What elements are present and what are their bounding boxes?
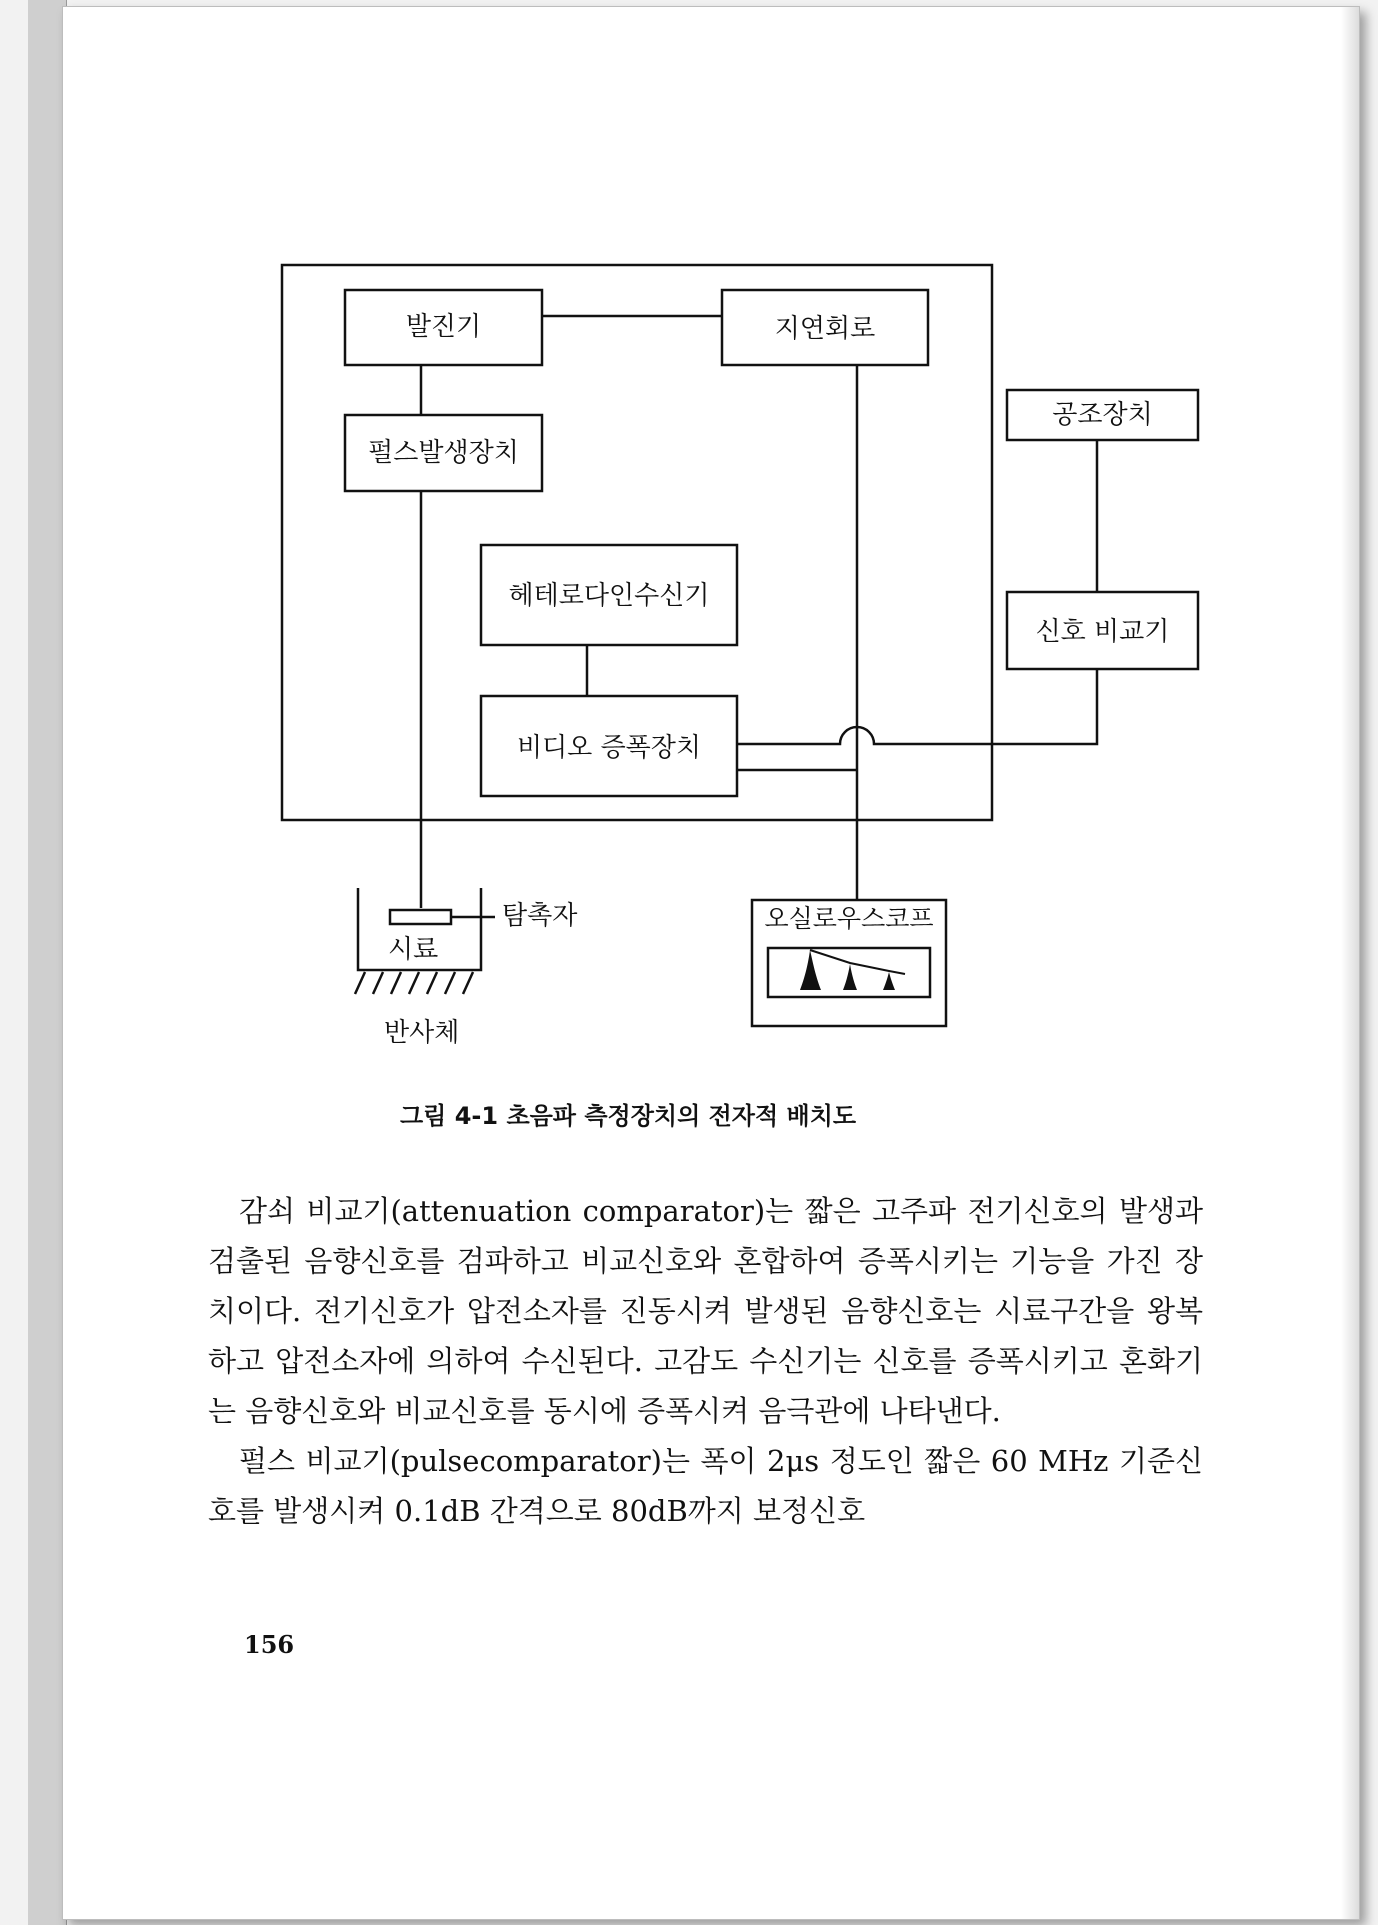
heterodyne-receiver-label: 헤테로다인수신기 [508, 581, 710, 611]
body-text [208, 1186, 1203, 1536]
specimen-label: 시료 [388, 935, 439, 965]
transducer-element [390, 910, 451, 924]
paragraph-attenuation-comparator: 감쇠 비교기(attenuation comparator)는 짧은 고주파 전기신호의 발생과 검출된 음향신호를 검파하고 비교신호와 혼합하여 증폭시키는 기능을 가진 장치이다. 전기신호가 압전소자를 진동시켜 발생된 음향신호는 시료구간을 왕복하고 압전소자에 의하여 수신된다. 고감도 수신기는 신호를 증폭시키고 혼화기는 음향신호와 비교신호를 동시에 증폭시켜 음극관에 나타낸다. [208, 1194, 1203, 1428]
paragraph-pulse-comparator: 펄스 비교기(pulsecomparator)는 폭이 2μs 정도인 짧은 60 MHz 기준신호를 발생시켜 0.1dB 간격으로 80dB까지 보정신호 [208, 1444, 1203, 1528]
pulse-generator-label: 펄스발생장치 [368, 438, 519, 468]
delay-circuit-label: 지연회로 [774, 314, 876, 344]
oscillator-label: 발진기 [405, 312, 482, 342]
wire-amplifier-comparator [737, 669, 1097, 744]
signal-comparator-label: 신호 비교기 [1035, 617, 1170, 647]
page-number: 156 [244, 1630, 295, 1659]
reflector-hatching [355, 972, 473, 994]
reflector-label: 반사체 [384, 1018, 460, 1048]
oscilloscope-trace [800, 950, 905, 990]
figure-caption: 그림 4-1 초음파 측정장치의 전자적 배치도 [400, 1102, 857, 1130]
oscilloscope-label: 오실로우스코프 [764, 904, 934, 933]
resonator-label: 공조장치 [1052, 400, 1153, 430]
video-amplifier-label: 비디오 증폭장치 [516, 733, 702, 763]
transducer-label: 탐촉자 [502, 901, 578, 931]
